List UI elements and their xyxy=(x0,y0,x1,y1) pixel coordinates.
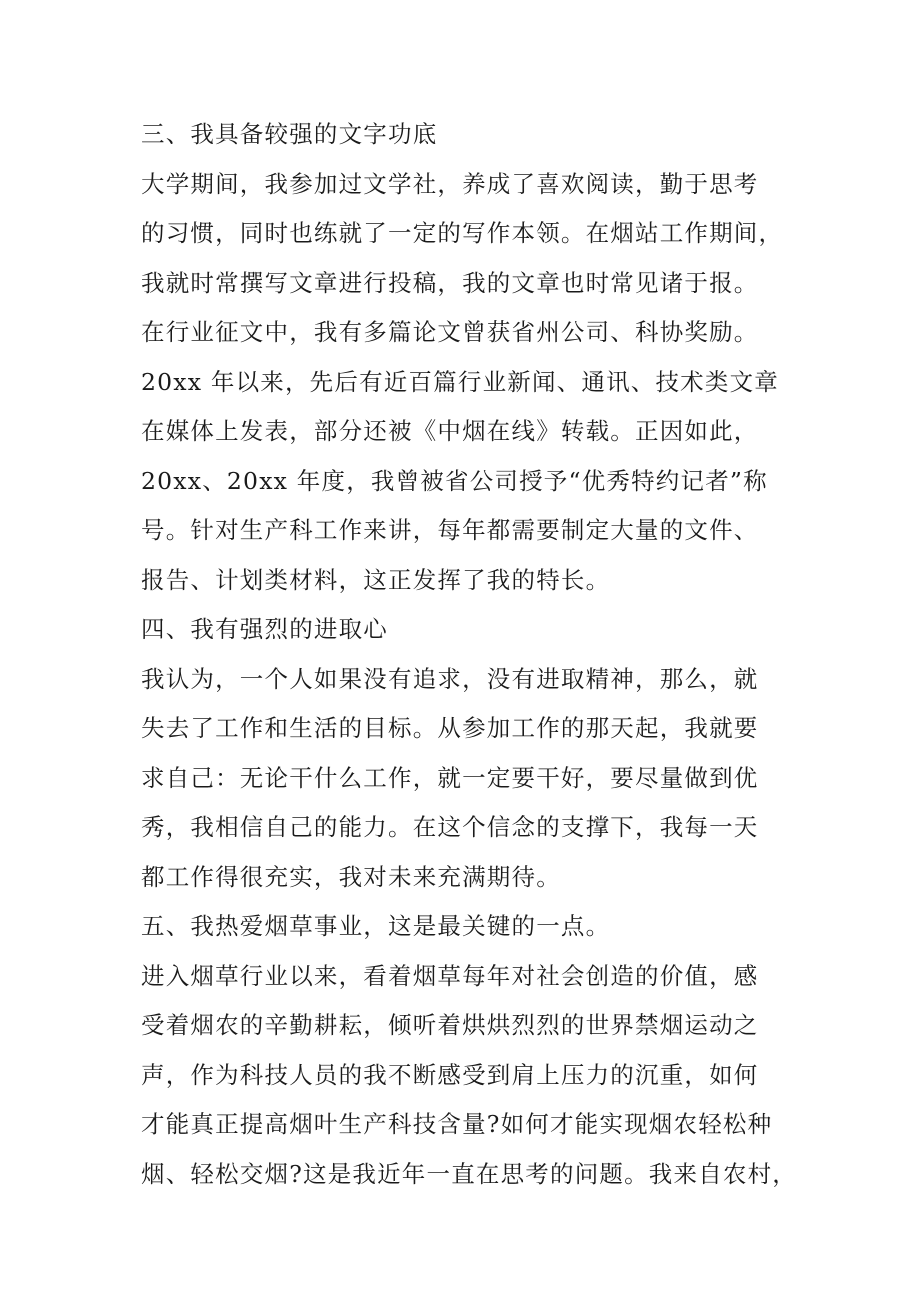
paragraph-line: 大学期间，我参加过文学社，养成了喜欢阅读，勤于思考 xyxy=(141,169,759,198)
paragraph-line: 我认为，一个人如果没有追求，没有进取精神，那么，就 xyxy=(141,664,759,693)
paragraph-line: 在行业征文中，我有多篇论文曾获省州公司、科协奖励。 xyxy=(141,318,759,346)
paragraph-line: 秀，我相信自己的能力。在这个信念的支撑下，我每一天 xyxy=(141,813,759,841)
paragraph-line: 失去了工作和生活的目标。从参加工作的那天起，我就要 xyxy=(141,714,759,742)
paragraph-line: 的习惯，同时也练就了一定的写作本领。在烟站工作期间， xyxy=(141,219,784,247)
paragraph-line: 20xx 年以来，先后有近百篇行业新闻、通讯、技术类文章 xyxy=(141,367,779,396)
paragraph-line: 20xx、20xx 年度，我曾被省公司授予“优秀特约记者”称 xyxy=(141,466,768,495)
paragraph-line: 声，作为科技人员的我不断感受到肩上压力的沉重，如何 xyxy=(141,1060,759,1089)
section-heading-3: 三、我具备较强的文字功底 xyxy=(141,120,438,148)
paragraph-line: 进入烟草行业以来，看着烟草每年对社会创造的价值，感 xyxy=(141,961,759,990)
paragraph-line: 报告、计划类材料，这正发挥了我的特长。 xyxy=(141,565,611,594)
paragraph-line: 都工作得很充实，我对未来充满期待。 xyxy=(141,862,561,891)
section-heading-5: 五、我热爱烟草事业，这是最关键的一点。 xyxy=(141,912,611,940)
paragraph-line: 我就时常撰写文章进行投稿，我的文章也时常见诸于报。 xyxy=(141,268,759,297)
paragraph-line: 号。针对生产科工作来讲，每年都需要制定大量的文件、 xyxy=(141,516,759,544)
section-heading-4: 四、我有强烈的进取心 xyxy=(141,615,388,643)
document-body xyxy=(141,110,801,1199)
paragraph-line: 求自己：无论干什么工作，就一定要干好，要尽量做到优 xyxy=(141,763,759,792)
paragraph-line: 受着烟农的辛勤耕耘，倾听着烘烘烈烈的世界禁烟运动之 xyxy=(141,1011,759,1039)
paragraph-line: 才能真正提高烟叶生产科技含量?如何才能实现烟农轻松种 xyxy=(141,1110,773,1138)
paragraph-line: 在媒体上发表，部分还被《中烟在线》转载。正因如此， xyxy=(141,417,759,445)
paragraph-line: 烟、轻松交烟?这是我近年一直在思考的问题。我来自农村， xyxy=(141,1159,797,1188)
